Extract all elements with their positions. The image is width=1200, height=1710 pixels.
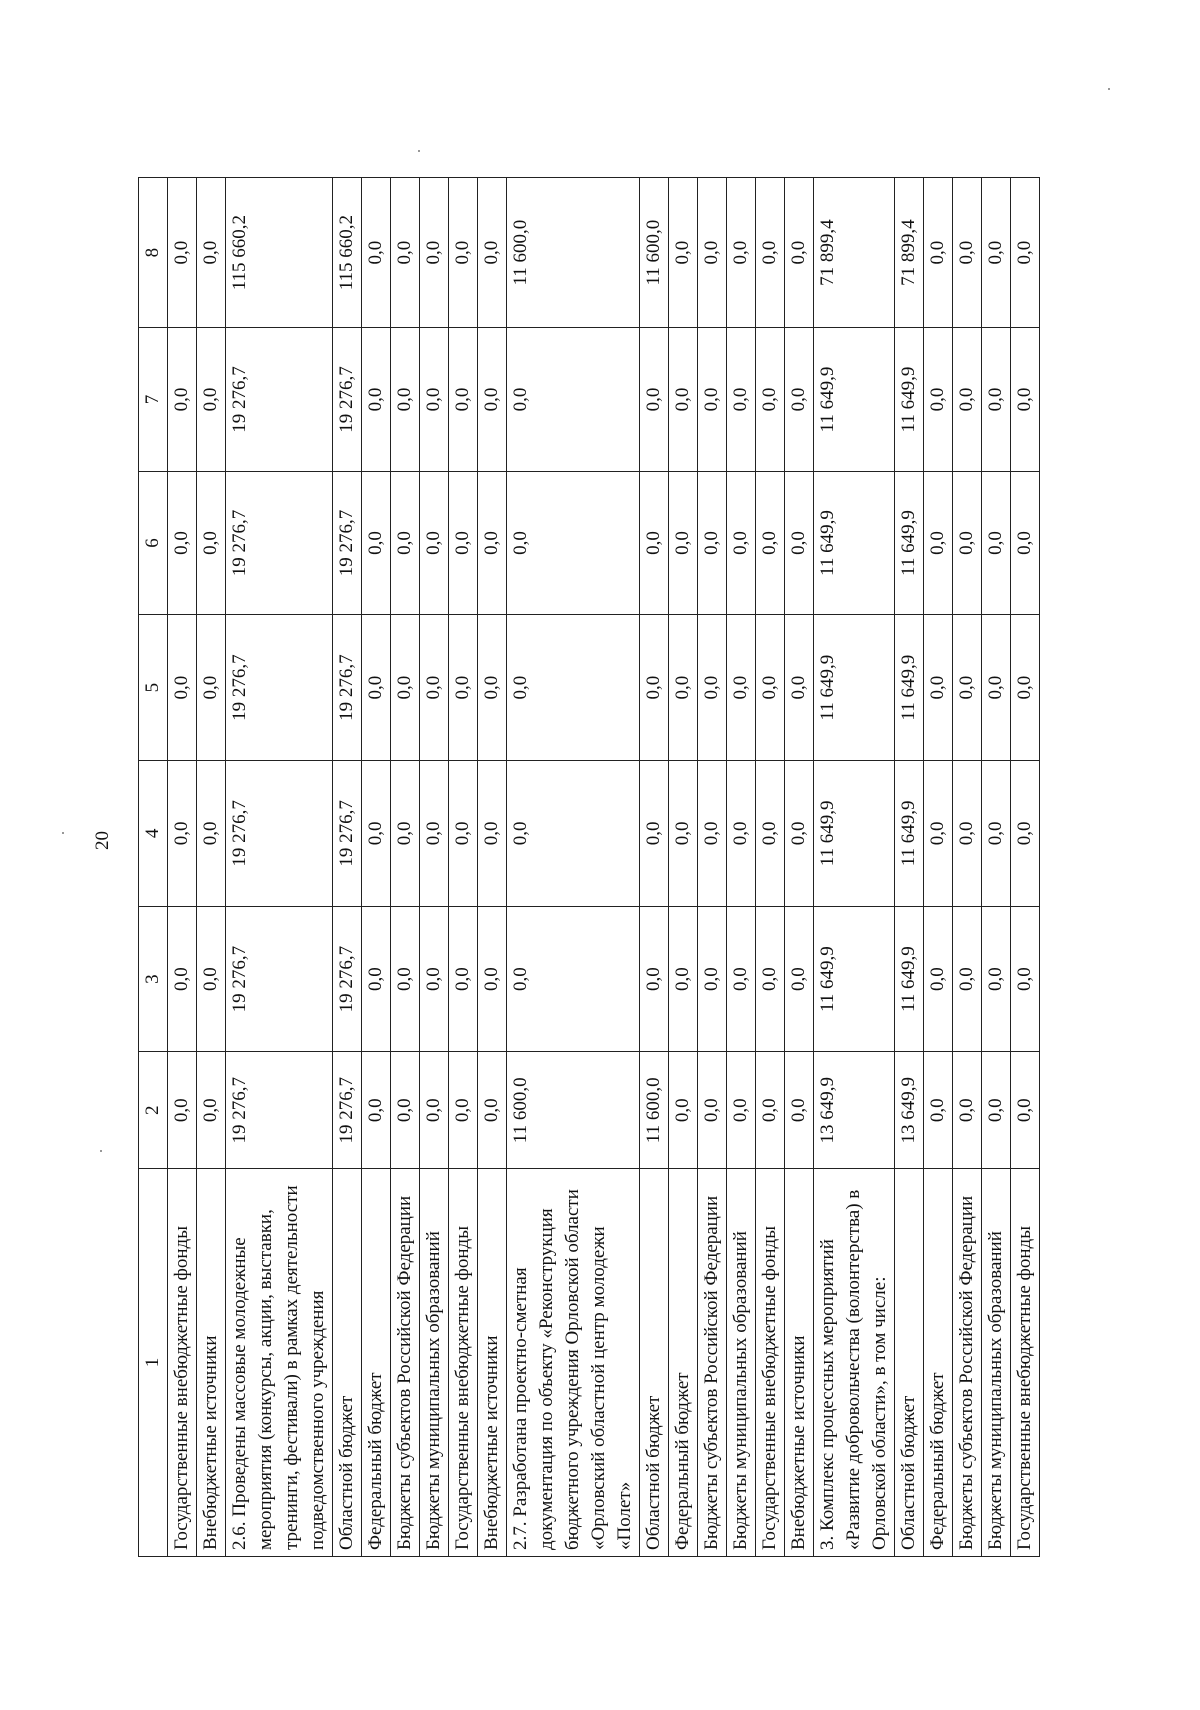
value-cell: 0,0 [362,906,391,1052]
value-cell: 0,0 [1011,615,1040,761]
value-cell: 11 600,0 [640,178,669,328]
value-cell: 0,0 [698,328,727,472]
value-cell: 0,0 [168,761,197,907]
value-cell: 0,0 [1011,328,1040,472]
value-cell: 0,0 [507,906,640,1052]
value-cell: 0,0 [982,471,1011,615]
value-cell: 115 660,2 [226,178,333,328]
column-header: 6 [139,471,168,615]
value-cell: 0,0 [785,1052,814,1169]
value-cell: 0,0 [669,471,698,615]
value-cell: 11 600,0 [507,178,640,328]
row-label: Государственные внебюджетные фонды [168,1169,197,1557]
value-cell: 0,0 [478,906,507,1052]
value-cell: 0,0 [1011,1052,1040,1169]
value-cell: 11 600,0 [640,1052,669,1169]
row-label: Внебюджетные источники [478,1169,507,1557]
table-row [924,178,953,1557]
value-cell: 0,0 [362,1052,391,1169]
column-header: 1 [139,1169,168,1557]
value-cell: 0,0 [420,178,449,328]
value-cell: 0,0 [982,615,1011,761]
value-cell: 0,0 [727,178,756,328]
value-cell: 0,0 [982,1052,1011,1169]
value-cell: 0,0 [924,471,953,615]
row-label: Областной бюджет [640,1169,669,1557]
value-cell: 0,0 [953,471,982,615]
table-row [226,178,333,1557]
scan-speck [100,1150,102,1152]
value-cell: 0,0 [449,615,478,761]
value-cell: 0,0 [727,761,756,907]
value-cell: 0,0 [197,615,226,761]
value-cell: 0,0 [785,178,814,328]
column-header: 7 [139,328,168,472]
value-cell: 0,0 [727,906,756,1052]
column-header: 2 [139,1052,168,1169]
value-cell: 11 649,9 [895,615,924,761]
value-cell: 19 276,7 [226,615,333,761]
value-cell: 0,0 [449,328,478,472]
value-cell: 19 276,7 [226,1052,333,1169]
value-cell: 0,0 [785,471,814,615]
value-cell: 0,0 [698,471,727,615]
value-cell: 0,0 [478,178,507,328]
value-cell: 0,0 [420,471,449,615]
value-cell: 0,0 [168,615,197,761]
scan-speck [418,150,420,152]
value-cell: 0,0 [362,328,391,472]
value-cell: 11 649,9 [895,906,924,1052]
value-cell: 19 276,7 [333,328,362,472]
value-cell: 0,0 [391,906,420,1052]
value-cell: 13 649,9 [895,1052,924,1169]
value-cell: 0,0 [478,761,507,907]
value-cell: 0,0 [953,178,982,328]
value-cell: 0,0 [756,178,785,328]
column-header: 8 [139,178,168,328]
value-cell: 0,0 [391,178,420,328]
row-label: Федеральный бюджет [924,1169,953,1557]
table-row [756,178,785,1557]
table-row [507,178,640,1557]
value-cell: 0,0 [168,328,197,472]
value-cell: 0,0 [924,328,953,472]
value-cell: 0,0 [756,906,785,1052]
value-cell: 0,0 [924,1052,953,1169]
row-label: Федеральный бюджет [362,1169,391,1557]
value-cell: 0,0 [727,328,756,472]
value-cell: 0,0 [507,328,640,472]
value-cell: 0,0 [698,1052,727,1169]
value-cell: 0,0 [698,615,727,761]
value-cell: 0,0 [478,471,507,615]
value-cell: 0,0 [197,328,226,472]
value-cell: 0,0 [420,761,449,907]
column-header: 4 [139,761,168,907]
value-cell: 0,0 [727,471,756,615]
value-cell: 11 649,9 [814,471,895,615]
value-cell: 0,0 [420,615,449,761]
value-cell: 0,0 [1011,906,1040,1052]
value-cell: 0,0 [640,328,669,472]
table-row [449,178,478,1557]
value-cell: 19 276,7 [333,906,362,1052]
value-cell: 0,0 [449,471,478,615]
value-cell: 0,0 [756,1052,785,1169]
value-cell: 0,0 [449,178,478,328]
value-cell: 0,0 [698,178,727,328]
table-row [698,178,727,1557]
value-cell: 0,0 [756,328,785,472]
table-row [785,178,814,1557]
table-row [640,178,669,1557]
value-cell: 0,0 [197,761,226,907]
value-cell: 11 600,0 [507,1052,640,1169]
value-cell: 11 649,9 [895,328,924,472]
row-label: Государственные внебюджетные фонды [1011,1169,1040,1557]
value-cell: 0,0 [197,178,226,328]
value-cell: 0,0 [698,906,727,1052]
row-label: Бюджеты субъектов Российской Федерации [953,1169,982,1557]
value-cell: 0,0 [391,471,420,615]
row-label: Областной бюджет [333,1169,362,1557]
row-label: Бюджеты субъектов Российской Федерации [698,1169,727,1557]
row-label: Бюджеты муниципальных образований [420,1169,449,1557]
value-cell: 11 649,9 [814,328,895,472]
row-label: Внебюджетные источники [197,1169,226,1557]
value-cell: 0,0 [669,1052,698,1169]
value-cell: 19 276,7 [226,471,333,615]
row-label: Бюджеты муниципальных образований [982,1169,1011,1557]
table-header-row [139,178,168,1557]
value-cell: 0,0 [1011,761,1040,907]
value-cell: 0,0 [168,1052,197,1169]
value-cell: 0,0 [197,471,226,615]
row-label: Бюджеты субъектов Российской Федерации [391,1169,420,1557]
value-cell: 115 660,2 [333,178,362,328]
row-label: Внебюджетные источники [785,1169,814,1557]
row-label: Областной бюджет [895,1169,924,1557]
value-cell: 0,0 [785,615,814,761]
value-cell: 0,0 [449,1052,478,1169]
table-row [391,178,420,1557]
value-cell: 0,0 [362,178,391,328]
value-cell: 19 276,7 [333,761,362,907]
value-cell: 0,0 [669,328,698,472]
value-cell: 0,0 [1011,471,1040,615]
value-cell: 0,0 [640,615,669,761]
table-row [727,178,756,1557]
value-cell: 0,0 [953,615,982,761]
value-cell: 0,0 [168,906,197,1052]
value-cell: 0,0 [420,906,449,1052]
value-cell: 0,0 [168,471,197,615]
row-label: 3. Комплекс процессных мероприятий «Развитие добровольчества (волонтерства) в Орловской области», в том числе: [814,1169,895,1557]
value-cell: 0,0 [1011,178,1040,328]
value-cell: 0,0 [698,761,727,907]
value-cell: 0,0 [669,906,698,1052]
table-row [420,178,449,1557]
value-cell: 0,0 [362,471,391,615]
value-cell: 0,0 [785,328,814,472]
value-cell: 11 649,9 [895,761,924,907]
value-cell: 0,0 [478,1052,507,1169]
value-cell: 0,0 [640,471,669,615]
value-cell: 0,0 [756,471,785,615]
value-cell: 0,0 [953,906,982,1052]
value-cell: 0,0 [785,761,814,907]
row-label: Государственные внебюджетные фонды [449,1169,478,1557]
value-cell: 19 276,7 [333,1052,362,1169]
value-cell: 0,0 [640,761,669,907]
scan-speck [1108,88,1110,90]
row-label: 2.6. Проведены массовые молодежные мероприятия (конкурсы, акции, выставки, тренинги, фестивали) в рамках деятельности подведомственного учреждения [226,1169,333,1557]
row-label: Бюджеты муниципальных образований [727,1169,756,1557]
value-cell: 19 276,7 [226,328,333,472]
value-cell: 0,0 [669,761,698,907]
budget-table [138,177,1040,1557]
value-cell: 0,0 [785,906,814,1052]
value-cell: 0,0 [362,615,391,761]
value-cell: 0,0 [982,906,1011,1052]
value-cell: 0,0 [727,615,756,761]
value-cell: 71 899,4 [814,178,895,328]
value-cell: 19 276,7 [333,471,362,615]
value-cell: 13 649,9 [814,1052,895,1169]
value-cell: 0,0 [449,906,478,1052]
value-cell: 0,0 [391,1052,420,1169]
value-cell: 19 276,7 [226,761,333,907]
scan-speck [62,832,64,834]
value-cell: 0,0 [197,1052,226,1169]
column-header: 3 [139,906,168,1052]
value-cell: 0,0 [727,1052,756,1169]
value-cell: 0,0 [982,761,1011,907]
column-header: 5 [139,615,168,761]
table-row [478,178,507,1557]
value-cell: 0,0 [168,178,197,328]
table-row [669,178,698,1557]
value-cell: 0,0 [420,1052,449,1169]
table-row [982,178,1011,1557]
value-cell: 0,0 [478,615,507,761]
rotated-table-wrapper [138,177,1088,1557]
table-row [1011,178,1040,1557]
value-cell: 0,0 [669,615,698,761]
value-cell: 0,0 [669,178,698,328]
table-row [362,178,391,1557]
table-row [814,178,895,1557]
value-cell: 0,0 [507,761,640,907]
value-cell: 0,0 [982,178,1011,328]
value-cell: 11 649,9 [814,761,895,907]
value-cell: 0,0 [362,761,391,907]
value-cell: 19 276,7 [226,906,333,1052]
value-cell: 0,0 [478,328,507,472]
table-row [895,178,924,1557]
value-cell: 0,0 [391,615,420,761]
page-number: 20 [92,831,113,850]
value-cell: 0,0 [391,328,420,472]
value-cell: 0,0 [924,761,953,907]
value-cell: 0,0 [924,178,953,328]
table-row [168,178,197,1557]
value-cell: 11 649,9 [814,615,895,761]
value-cell: 0,0 [924,615,953,761]
value-cell: 0,0 [640,906,669,1052]
value-cell: 19 276,7 [333,615,362,761]
value-cell: 0,0 [953,1052,982,1169]
value-cell: 0,0 [449,761,478,907]
row-label: Федеральный бюджет [669,1169,698,1557]
value-cell: 0,0 [924,906,953,1052]
table-row [197,178,226,1557]
value-cell: 0,0 [420,328,449,472]
value-cell: 0,0 [953,761,982,907]
value-cell: 11 649,9 [814,906,895,1052]
value-cell: 0,0 [756,615,785,761]
value-cell: 0,0 [756,761,785,907]
value-cell: 11 649,9 [895,471,924,615]
value-cell: 0,0 [197,906,226,1052]
value-cell: 0,0 [391,761,420,907]
row-label: 2.7. Разработана проектно-сметная документация по объекту «Реконструкция бюджетного учреждения Орловской области «Орловский областной центр молодежи «Полет» [507,1169,640,1557]
value-cell: 0,0 [953,328,982,472]
table-row [333,178,362,1557]
value-cell: 0,0 [982,328,1011,472]
value-cell: 0,0 [507,471,640,615]
row-label: Государственные внебюджетные фонды [756,1169,785,1557]
value-cell: 71 899,4 [895,178,924,328]
table-row [953,178,982,1557]
value-cell: 0,0 [507,615,640,761]
